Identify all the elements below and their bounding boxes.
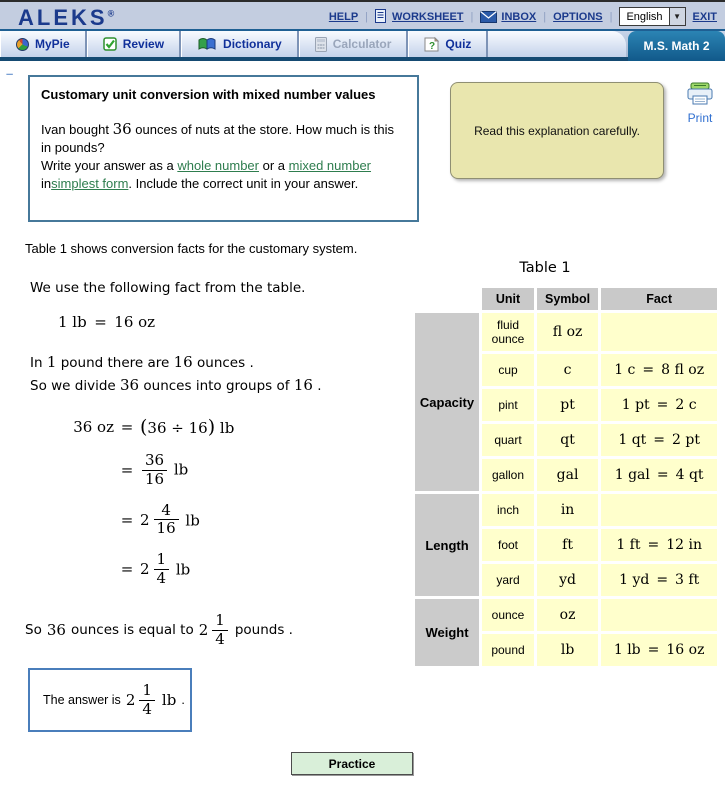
problem-statement-box [28, 75, 419, 222]
book-icon [197, 37, 217, 51]
col-header-fact: Fact [601, 288, 717, 310]
group-label-weight: Weight [415, 599, 479, 666]
dropdown-arrow-icon[interactable]: ▼ [669, 8, 685, 25]
table-row: gallon gal 1 gal = 4 qt [415, 459, 717, 491]
practice-button[interactable]: Practice [291, 752, 413, 775]
equation-step-4: 2 1 4 lb [140, 550, 191, 587]
top-bar [0, 0, 725, 31]
tab-review[interactable] [87, 31, 181, 57]
conversion-table [412, 285, 720, 669]
options-link[interactable]: OPTIONS [553, 10, 603, 23]
separator: | [365, 10, 369, 23]
collapse-control[interactable]: – [6, 66, 14, 81]
table-row: quart qt 1 qt = 2 pt [415, 424, 717, 456]
tab-calculator [299, 31, 409, 57]
whole-number-link[interactable]: whole number [177, 158, 259, 173]
worksheet-link[interactable]: WORKSHEET [375, 9, 464, 24]
inbox-link[interactable]: INBOX [480, 11, 536, 23]
table-intro-text: Table 1 shows conversion facts for the customary system. [25, 241, 358, 256]
tab-quiz-label: Quiz [445, 37, 472, 51]
language-select[interactable] [619, 7, 685, 26]
group-label-length: Length [415, 494, 479, 596]
equation-step-3: 2 4 16 lb [140, 500, 200, 538]
col-header-unit: Unit [482, 288, 534, 310]
problem-title: Customary unit conversion with mixed number values [41, 87, 376, 102]
separator: | [543, 10, 547, 23]
table-row: pound lb 1 lb = 16 oz [415, 634, 717, 666]
table-row: foot ft 1 ft = 12 in [415, 529, 717, 561]
col-header-symbol: Symbol [537, 288, 598, 310]
fraction: 4 16 [154, 503, 179, 538]
printer-icon [685, 82, 715, 105]
equation-lhs: 36 oz [73, 418, 114, 436]
group-label-capacity: Capacity [415, 313, 479, 491]
fraction: $\frac{36}{16}$ [142, 453, 167, 488]
table-header-row [415, 288, 717, 310]
separator: | [470, 10, 474, 23]
print-button[interactable] [679, 82, 721, 125]
explanation-line-2: So we divide 36 ounces into groups of 16 . [30, 376, 322, 394]
print-label: Print [687, 111, 713, 125]
tab-dictionary[interactable] [181, 31, 299, 57]
table-row: Capacity fluid ounce fl oz [415, 313, 717, 351]
conversion-fact: 1 lb = 16 oz [58, 313, 156, 331]
tab-dictionary-label: Dictionary [223, 37, 282, 51]
exit-link[interactable]: EXIT [692, 10, 717, 23]
simplest-form-link[interactable]: simplest form [51, 176, 129, 191]
problem-text: Ivan bought 36 ounces of nuts at the store. How much is this in pounds? Write your answer as a whole number or a mixed number insimplest form. Include the correct unit in your answer. [41, 120, 394, 191]
quiz-page-icon [424, 37, 439, 52]
explanation-lines [30, 351, 322, 397]
tab-calculator-label: Calculator [332, 37, 392, 51]
aleks-logo: ALEKS® [18, 5, 115, 30]
fraction: 1 4 [139, 683, 155, 718]
course-tab[interactable]: M.S. Math 2 [628, 31, 725, 61]
equation-steps: 36 oz = (36 ÷ 16) lb = $\frac{36}{16}$ lb = 2 4 16 lb = 2 1 4 lb [62, 416, 234, 587]
table-row: pint pt 1 pt = 2 c [415, 389, 717, 421]
equation-step-2: $\frac{36}{16}$ lb [140, 453, 234, 488]
svg-text:?: ? [429, 40, 436, 52]
conclusion-text: So 36 ounces is equal to 2 1 4 pounds . [25, 611, 293, 648]
table-row: Length inch in [415, 494, 717, 526]
table-row: yard yd 1 yd = 3 ft [415, 564, 717, 596]
tab-bar [0, 31, 725, 61]
table-title: Table 1 [519, 260, 571, 276]
worksheet-icon [375, 9, 388, 24]
mixed-number-link[interactable]: mixed number [288, 158, 372, 173]
tab-mypie-label: MyPie [35, 37, 70, 51]
language-value: English [626, 10, 663, 23]
explanation-line-1: In 1 pound there are 16 ounces . [30, 353, 254, 371]
inbox-envelope-icon [480, 11, 497, 23]
fraction: 1 4 [212, 613, 228, 648]
registered-mark: ® [107, 8, 115, 19]
answer-box: The answer is 2 1 4 lb . [28, 668, 192, 732]
table-row: cup c 1 c = 8 fl oz [415, 354, 717, 386]
separator: | [609, 10, 613, 23]
checkbox-check-icon [103, 37, 117, 51]
top-links [329, 2, 717, 31]
help-link[interactable]: HELP [328, 10, 359, 23]
pie-chart-icon [16, 38, 29, 51]
fraction: 1 4 [154, 552, 170, 587]
calculator-icon [315, 37, 327, 52]
tab-quiz[interactable] [408, 31, 488, 57]
tab-mypie[interactable] [0, 31, 87, 57]
equation-step-1: (36 ÷ 16) lb [140, 416, 235, 438]
table-row: Weight ounce oz [415, 599, 717, 631]
quantity-value: 36 [112, 120, 132, 138]
tab-filler [488, 31, 626, 57]
instruction-note: Read this explanation carefully. [450, 82, 664, 179]
we-use-fact-text: We use the following fact from the table. [30, 280, 306, 296]
tab-review-label: Review [122, 37, 165, 51]
